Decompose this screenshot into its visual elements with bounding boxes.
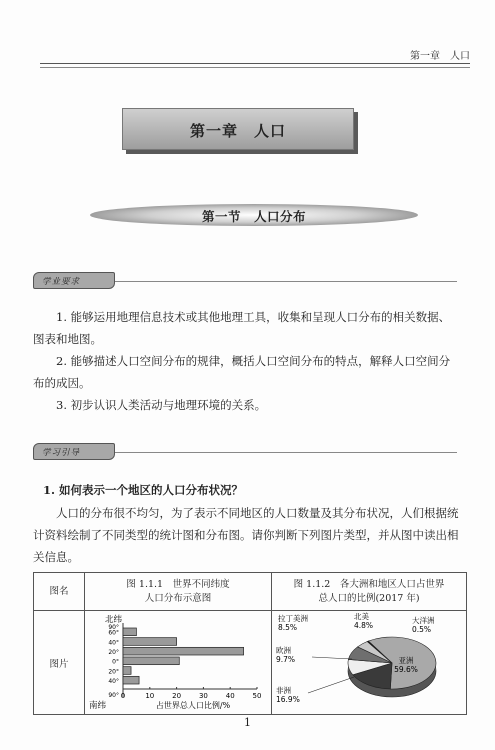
table-row-label: 图片 bbox=[34, 611, 85, 715]
fig1-caption-line2: 人口分布示意图 bbox=[144, 592, 212, 604]
figure-table bbox=[33, 572, 467, 715]
lat-tick-label: 20° bbox=[108, 649, 119, 656]
fig1-caption-line1: 图 1.1.1 世界不同纬度 bbox=[126, 578, 230, 590]
guide-tag-label: 学习引导 bbox=[42, 448, 81, 458]
x-tick-label: 20 bbox=[172, 692, 182, 700]
header-rule bbox=[40, 67, 470, 68]
lat-tick-label: 60° bbox=[108, 629, 119, 637]
pie-label-value: 59.6% bbox=[394, 665, 418, 674]
pie-label-value: 4.8% bbox=[354, 621, 374, 630]
latitude-bar bbox=[123, 657, 179, 665]
pie-label-value: 9.7% bbox=[276, 655, 296, 664]
section-banner bbox=[90, 204, 418, 226]
top-lat-tick: 90° bbox=[108, 624, 119, 631]
x-axis-title: 占世界总人口比例/% bbox=[155, 701, 231, 710]
x-tick-label: 50 bbox=[252, 692, 262, 700]
pie-label-name: 大洋洲 bbox=[412, 616, 435, 625]
pie-label-name: 亚洲 bbox=[398, 656, 414, 665]
continent-pie-chart bbox=[272, 611, 466, 711]
latitude-bar bbox=[123, 628, 136, 636]
requirements-tag-label: 学业要求 bbox=[42, 277, 81, 287]
x-tick-label: 30 bbox=[198, 692, 208, 700]
pie-label-name: 欧洲 bbox=[276, 646, 291, 655]
x-tick-label: 0 bbox=[120, 692, 126, 700]
fig2-caption-line1: 图 1.1.2 各大洲和地区人口占世界 bbox=[293, 578, 445, 590]
latitude-bar-chart bbox=[85, 611, 271, 711]
fig2-cell bbox=[272, 611, 467, 715]
requirement-item-3: 3. 初步认识人类活动与地理环境的关系。 bbox=[56, 398, 267, 412]
chapter-banner bbox=[122, 108, 354, 150]
x-tick-label: 10 bbox=[145, 692, 155, 700]
fig1-caption bbox=[85, 573, 272, 611]
chapter-title: 第一章 人口 bbox=[189, 122, 286, 140]
x-tick-label: 40 bbox=[225, 692, 235, 700]
table-header-label: 图名 bbox=[34, 573, 85, 611]
running-head-text: 第一章 人口 bbox=[410, 51, 470, 62]
guide-paragraph: 人口的分布很不均匀，为了表示不同地区的人口数量及其分布状况，人们根据统计资料绘制了不同类型的统计图和分布图。请你判断下列图片类型，并从图中读出相关信息。 bbox=[33, 506, 459, 564]
guide-tag bbox=[33, 443, 115, 460]
latitude-bar bbox=[123, 638, 177, 646]
pie-label-name: 非洲 bbox=[276, 686, 291, 695]
europe-leader-line bbox=[312, 657, 352, 659]
pie-label-name: 拉丁美洲 bbox=[278, 614, 308, 623]
lat-tick-label: 20° bbox=[108, 668, 119, 676]
africa-leader-line bbox=[308, 677, 354, 693]
south-latitude-label: 南纬 bbox=[89, 701, 107, 711]
requirements-tag bbox=[33, 272, 115, 289]
latitude-bar bbox=[123, 676, 139, 684]
lat-tick-label: 0° bbox=[112, 658, 119, 666]
running-head bbox=[40, 46, 470, 64]
requirement-item-1: 1. 能够运用地理信息技术或其他地理工具，收集和呈现人口分布的相关数据、图表和地图。 bbox=[33, 310, 451, 346]
requirement-item-2: 2. 能够描述人口空间分布的规律，概括人口空间分布的特点，解释人口空间分布的成因。 bbox=[33, 354, 451, 390]
latitude-bar bbox=[123, 647, 244, 655]
pie-label-value: 0.5% bbox=[412, 625, 432, 634]
page-number: 1 bbox=[244, 716, 251, 729]
fig2-caption bbox=[272, 573, 467, 611]
bottom-lat-tick: 90° bbox=[108, 692, 119, 699]
fig1-cell bbox=[85, 611, 272, 715]
lat-tick-label: 40° bbox=[108, 678, 119, 685]
section-title: 第一节 人口分布 bbox=[201, 209, 306, 224]
latitude-bar bbox=[123, 667, 131, 675]
pie-label-name: 北美 bbox=[354, 612, 369, 621]
fig2-caption-line2: 总人口的比例(2017 年) bbox=[318, 592, 420, 604]
north-latitude-label: 北纬 bbox=[105, 615, 123, 625]
pie-label-value: 8.5% bbox=[278, 623, 298, 632]
question-title: 1. 如何表示一个地区的人口分布状况？ bbox=[43, 483, 244, 497]
lat-tick-label: 40° bbox=[108, 639, 119, 647]
pie-label-value: 16.9% bbox=[276, 695, 300, 704]
